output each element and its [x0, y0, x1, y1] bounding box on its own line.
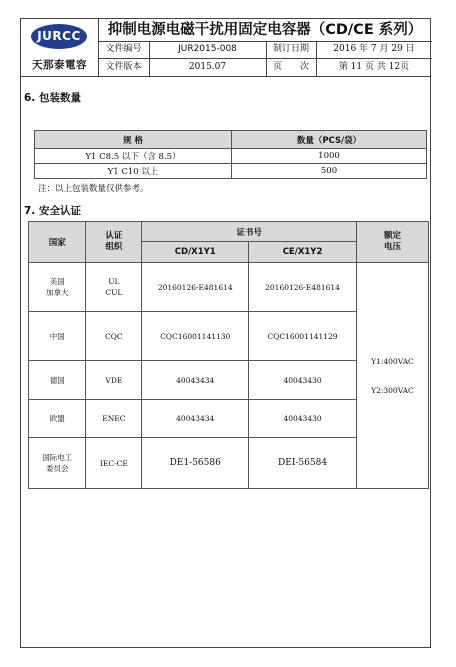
table-row [35, 149, 427, 164]
table-header-row [29, 222, 429, 242]
date-label: 制订日期 [272, 44, 309, 54]
section-7-title: 7. 安全认证 [24, 205, 81, 217]
doc-no-label: 文件编号 [105, 44, 142, 54]
cert-no-header: 证书号 [142, 222, 357, 242]
spec-cell: Y1 Ⅽ10 以上 [35, 164, 232, 179]
country-cell: 国际电工 委员会 [29, 438, 86, 489]
ce-cert-cell: 20160126-E481614 [249, 263, 357, 312]
org-cell: IEC-CE [86, 438, 142, 489]
table-row [29, 263, 429, 312]
document-header [21, 19, 430, 77]
quantity-cell: 1000 [232, 149, 427, 164]
cd-cert-cell: 40043434 [142, 400, 249, 438]
certification-table [28, 221, 429, 489]
rated-voltage-cell: Y1:400VAC Y2:300VAC [356, 263, 428, 489]
country-header: 国家 [29, 222, 86, 263]
country-cell: 中国 [29, 312, 86, 361]
column-header: 规 格 [35, 131, 232, 149]
section-6-title: 6. 包装数量 [24, 92, 81, 104]
doc-no-value: JUR2015-008 [178, 44, 237, 54]
country-cell: 欧盟 [29, 400, 86, 438]
packaging-note: 注：以上包装数量仅供参考。 [38, 184, 149, 194]
page-label: 页 次 [272, 62, 309, 72]
cd-header: CD/X1Y1 [142, 242, 249, 263]
spec-cell: Y1 Ⅽ8.5 以下（含 8.5） [35, 149, 232, 164]
packaging-table [34, 130, 427, 179]
logo-block [21, 19, 99, 76]
ce-cert-cell: 40043430 [249, 361, 357, 400]
cd-cert-cell: CQC16001141130 [142, 312, 249, 361]
country-cell: 德国 [29, 361, 86, 400]
version-value: 2015.07 [188, 62, 227, 72]
rated-voltage-header: 额定 电压 [356, 222, 428, 263]
table-row [35, 164, 427, 179]
org-cell: UL CUL [86, 263, 142, 312]
org-cell: CQC [86, 312, 142, 361]
ce-cert-cell: 40043430 [249, 400, 357, 438]
quantity-cell: 500 [232, 164, 427, 179]
cd-cert-cell: 40043434 [142, 361, 249, 400]
document-page [20, 18, 431, 648]
company-name: 天那泰電容 [32, 59, 87, 71]
country-cell: 美国 加拿大 [29, 263, 86, 312]
version-label: 文件版本 [105, 62, 142, 72]
document-title: 抑制电源电磁干扰用固定电容器（CD/CE 系列） [98, 19, 432, 42]
table-header-row [35, 131, 427, 149]
company-logo: JURCC [31, 24, 87, 49]
org-header: 认证 组织 [86, 222, 142, 263]
date-value: 2016 年 7 月 29 日 [333, 44, 415, 54]
org-cell: ENEC [86, 400, 142, 438]
cd-cert-cell: DE1-56586 [142, 438, 249, 489]
page-value: 第 11 页 共 12页 [338, 62, 410, 72]
ce-cert-cell: DEI-56584 [249, 438, 357, 489]
cd-cert-cell: 20160126-E481614 [142, 263, 249, 312]
org-cell: VDE [86, 361, 142, 400]
column-header: 数量（PCS/袋） [232, 131, 427, 149]
ce-header: CE/X1Y2 [249, 242, 357, 263]
ce-cert-cell: CQC16001141129 [249, 312, 357, 361]
